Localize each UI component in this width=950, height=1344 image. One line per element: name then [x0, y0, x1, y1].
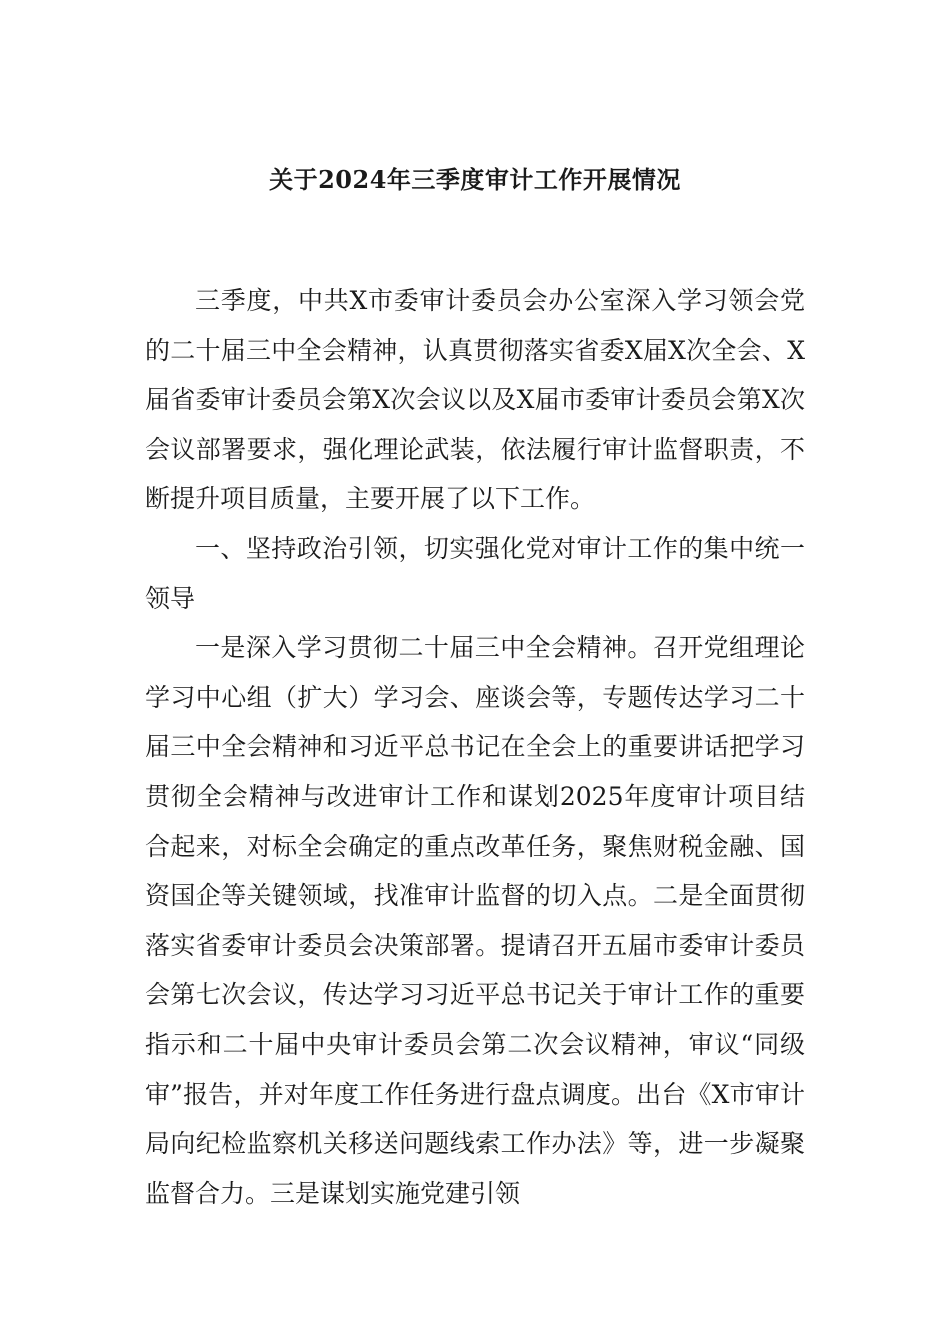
section-heading-1: 一、坚持政治引领，切实强化党对审计工作的集中统一领导	[145, 533, 805, 613]
document-body	[145, 276, 805, 1218]
section-1-paragraph: 一是深入学习贯彻二十届三中全会精神。召开党组理论学习中心组（扩大）学习会、座谈会等，专题传达学习二十届三中全会精神和习近平总书记在全会上的重要讲话把学习贯彻全会精神与改进审计工作和谋划2025年度审计项目结合起来，对标全会确定的重点改革任务，聚焦财税金融、国资国企等关键领域，找准审计监督的切入点。二是全面贯彻落实省委审计委员会决策部署。提请召开五届市委审计委员会第七次会议，传达学习习近平总书记关于审计工作的重要指示和二十届中央审计委员会第二次会议精神，审议“同级审”报告，并对年度工作任务进行盘点调度。出台《X市审计局向纪检监察机关移送问题线索工作办法》等，进一步凝聚监督合力。三是谋划实施党建引领	[145, 633, 805, 1208]
intro-paragraph: 三季度，中共X市委审计委员会办公室深入学习领会党的二十届三中全会精神，认真贯彻落实省委X届X次全会、X届省委审计委员会第X次会议以及X届市委审计委员会第X次会议部署要求，强化理论武装，依法履行审计监督职责，不断提升项目质量，主要开展了以下工作。	[145, 286, 805, 514]
document-title: 关于2024年三季度审计工作开展情况	[269, 165, 681, 194]
